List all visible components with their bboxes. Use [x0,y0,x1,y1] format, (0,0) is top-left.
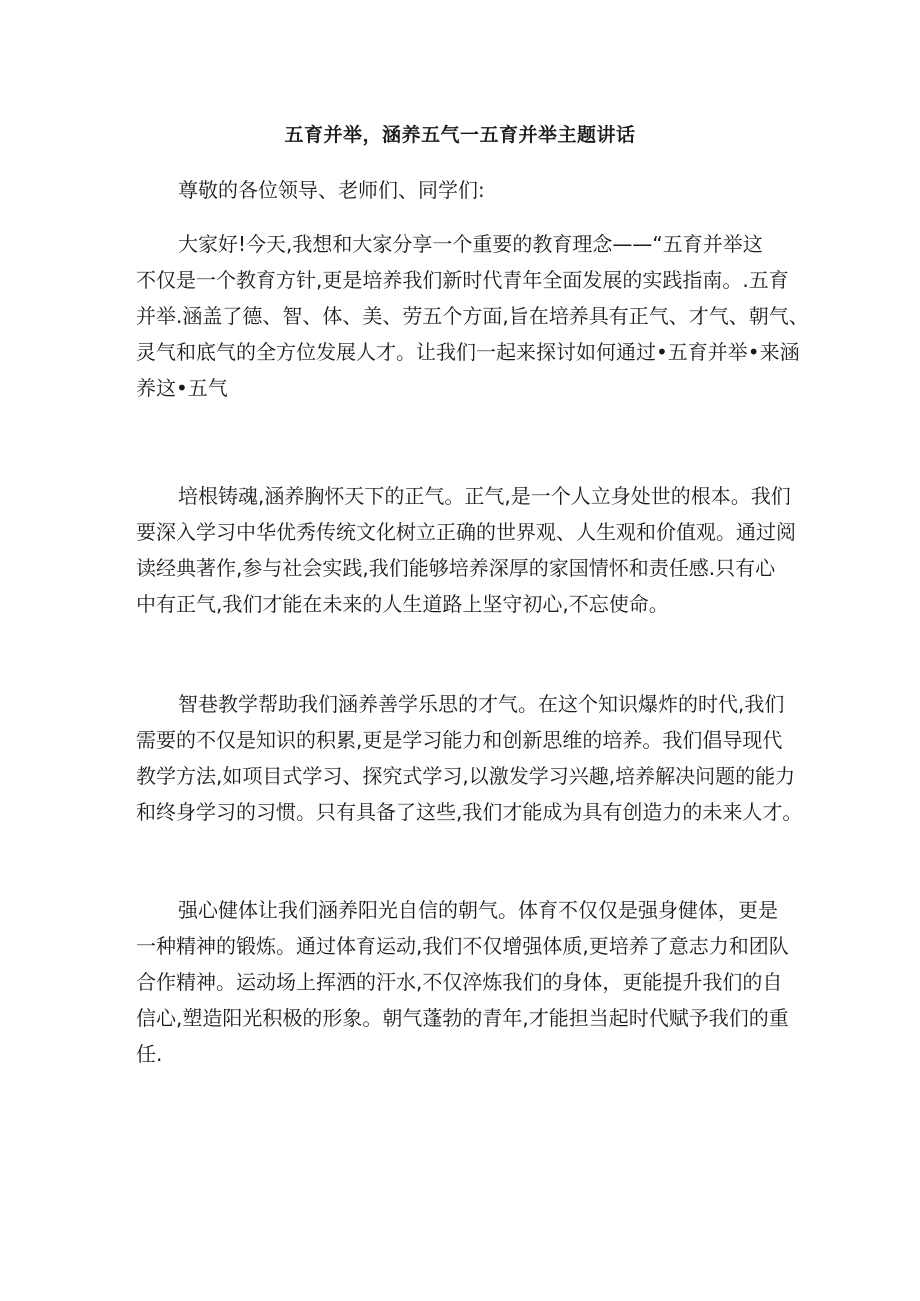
paragraph-zhengqi [136,478,796,622]
paragraph-line: 需要的不仅是知识的积累,更是学习能力和创新思维的培养。我们倡导现代 [136,728,783,752]
paragraph-line: 大家好!今天,我想和大家分享一个重要的教育理念——“五育并举这 [178,232,763,256]
paragraph-line: 中有正气,我们才能在未来的人生道路上坚守初心,不忘使命。 [136,592,669,616]
paragraph-line: 合作精神。运动场上挥洒的汗水,不仅淬炼我们的身体，更能提升我们的自 [136,970,783,994]
paragraph-line: 强心健体让我们涵养阳光自信的朝气。体育不仅仅是强身健体，更是 [178,898,778,922]
paragraph-line: 智巷教学帮助我们涵养善学乐思的才气。在这个知识爆炸的时代,我们 [178,692,785,716]
paragraph-line: 一种精神的锻炼。通过体育运动,我们不仅增强体质,更培养了意志力和团队 [136,934,789,958]
paragraph-line: 不仅是一个教育方针,更是培养我们新时代青年全面发展的实践指南。.五育 [136,268,789,292]
paragraph-line: 培根铸魂,涵养胸怀天下的正气。正气,是一个人立身处世的根本。我们 [178,484,791,508]
paragraph-line: 要深入学习中华优秀传统文化树立正确的世界观、人生观和价值观。通过阅 [136,520,796,544]
paragraph-line: 读经典著作,参与社会实践,我们能够培养深厚的家国情怀和责任感.只有心 [136,556,776,580]
greeting-line: 尊敬的各位领导、老师们、同学们: [178,178,485,202]
paragraph-line: 和终身学习的习惯。只有具备了这些,我们才能成为具有创造力的未来人才。 [136,800,803,824]
paragraph-zhaoqi [136,892,796,1072]
paragraph-line: 教学方法,如项目式学习、探究式学习,以激发学习兴趣,培养解决问题的能力 [136,764,796,788]
paragraph-line: 任. [136,1042,163,1066]
greeting [136,172,796,208]
paragraph-line: 灵气和底气的全方位发展人才。让我们一起来探讨如何通过•五育并举•来涵 [136,340,800,364]
paragraph-line: 并举.涵盖了德、智、体、美、劳五个方面,旨在培养具有正气、才气、朝气、 [136,304,809,328]
paragraph-line: 信心,塑造阳光积极的形象。朝气蓬勃的青年,才能担当起时代赋予我们的重 [136,1006,789,1030]
paragraph-line: 养这•五气 [136,376,228,400]
document-title: 五育并举，涵养五气一五育并举主题讲话 [284,124,636,146]
paragraph-intro [136,226,809,406]
paragraph-caiqi [136,686,803,830]
